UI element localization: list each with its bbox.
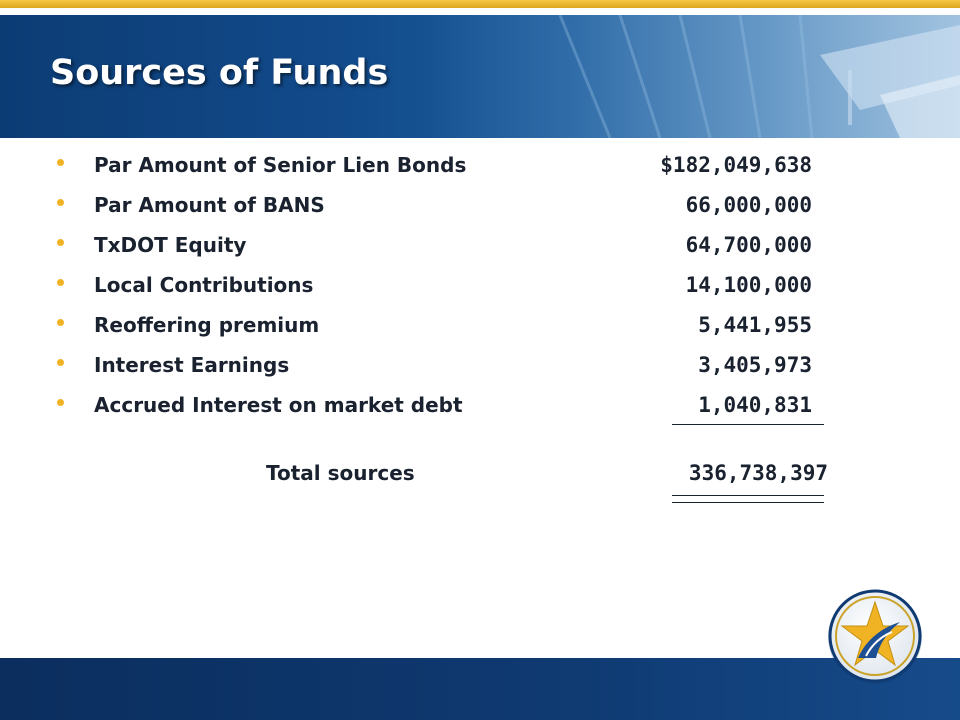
list-item: [0, 225, 960, 261]
top-gold-stripe: [0, 0, 960, 8]
list-item: [0, 185, 960, 221]
subtotal-rule: [672, 424, 824, 425]
bullet-icon: [57, 399, 64, 406]
source-label: Reoffering premium: [94, 313, 320, 337]
source-label: TxDOT Equity: [94, 233, 247, 257]
source-amount: 64,700,000: [685, 233, 812, 257]
list-item: [0, 265, 960, 301]
source-amount: 14,100,000: [685, 273, 812, 297]
source-label: Par Amount of BANS: [94, 193, 325, 217]
total-double-rule-top: [672, 495, 824, 496]
bullet-icon: [57, 239, 64, 246]
source-label: Accrued Interest on market debt: [94, 393, 463, 417]
bullet-icon: [57, 359, 64, 366]
source-label: Local Contributions: [94, 273, 314, 297]
list-item: [0, 305, 960, 341]
source-label: Interest Earnings: [94, 353, 290, 377]
list-item: [0, 345, 960, 381]
source-amount: $182,049,638: [660, 153, 812, 177]
list-item: [0, 145, 960, 181]
total-row: [0, 453, 960, 489]
total-label: Total sources: [266, 461, 415, 485]
source-amount: 3,405,973: [698, 353, 812, 377]
sources-list: [0, 138, 960, 658]
bullet-icon: [57, 319, 64, 326]
bullet-icon: [57, 199, 64, 206]
slide-footer: [0, 658, 960, 720]
list-item: [0, 385, 960, 421]
star-logo-icon: [826, 588, 924, 686]
slide-title: Sources of Funds: [50, 53, 389, 93]
total-double-rule-bottom: [672, 502, 824, 503]
top-white-band: [0, 8, 960, 15]
source-label: Par Amount of Senior Lien Bonds: [94, 153, 467, 177]
bullet-icon: [57, 279, 64, 286]
total-amount: 336,738,397: [688, 461, 828, 485]
source-amount: 1,040,831: [698, 393, 812, 417]
source-amount: 66,000,000: [685, 193, 812, 217]
source-amount: 5,441,955: [698, 313, 812, 337]
slide-header: [0, 15, 960, 138]
bullet-icon: [57, 159, 64, 166]
